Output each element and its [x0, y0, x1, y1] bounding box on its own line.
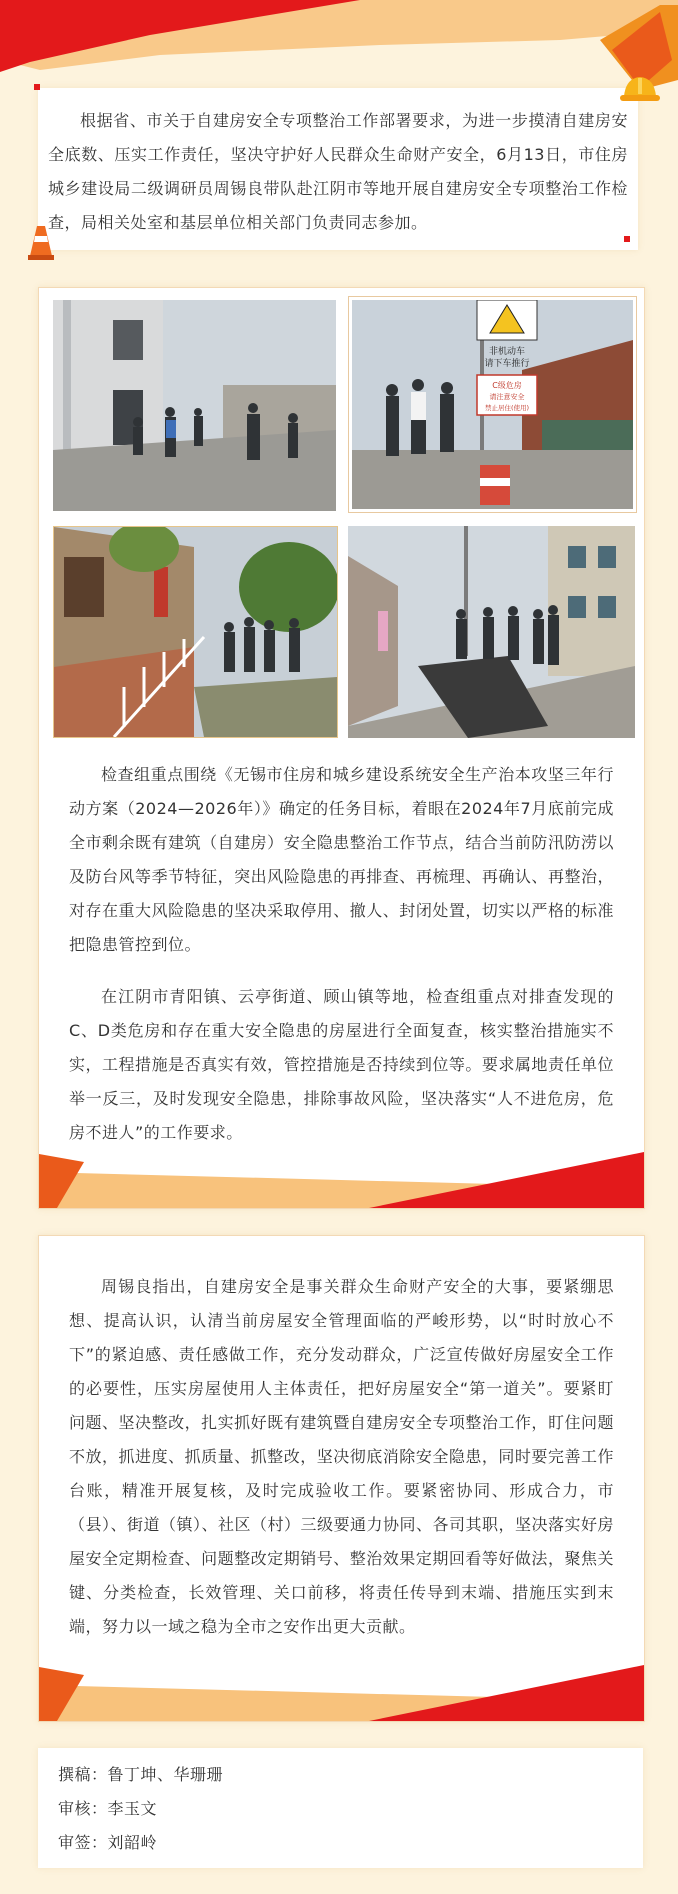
speech-paragraph: 周锡良指出，自建房安全是事关群众生命财产安全的大事，要紧绷思想、提高认识，认清当前房屋安全管理面临的严峻形势，以“时时放心不下”的紧迫感、责任感做工作，充分发动群众，广泛宣传做好房屋安全工作的必要性，压实房屋使用人主体责任，把好房屋安全“第一道关”。要紧盯问题、坚决整改，扎实抓好既有建筑暨自建房安全专项整治工作，盯住问题不放，抓进度、抓质量、抓整改，坚决彻底消除安全隐患，同时要完善工作台账，精准开展复核，及时完成验收工作。要紧密协同、形成合力，市（县）、街道（镇）、社区（村）三级要通力协同、各司其职，坚决落实好房屋安全定期检查、问题整改定期销号、整治效果定期回看等好做法，聚焦关键、分类检查，长效管理、关口前移，将责任传导到末端、措施压实到末端，努力以一域之稳为全市之安作出更大贡献。 — [69, 1277, 615, 1636]
credit-reviewer: 审核：李玉文 — [58, 1799, 158, 1818]
credit-writer: 撰稿：鲁丁坤、华珊珊 — [58, 1765, 224, 1784]
sign-danger-text: C级危房 — [492, 381, 522, 390]
intro-paragraph: 根据省、市关于自建房安全专项整治工作部署要求，为进一步摸清自建房安全底数、压实工作责任，坚决守护好人民群众生命财产安全，6月13日，市住房城乡建设局二级调研员周锡良带队赴江阴市等地开展自建房安全专项整治工作检查，局相关处室和基层单位相关部门负责同志参加。 — [48, 111, 628, 232]
body-paragraph-2: 在江阴市青阳镇、云亭街道、顾山镇等地，检查组重点对排查发现的C、D类危房和存在重大安全隐患的房屋进行全面复查，核实整治措施实不实，工程措施是否真实有效，管控措施是否持续到位等。要求属地责任单位举一反三，及时发现安全隐患，排除事故风险，坚决落实“人不进危房，危房不进人”的工作要求。 — [69, 987, 614, 1142]
corner-dot — [624, 236, 630, 242]
header-ribbon-decoration — [0, 0, 678, 95]
corner-dot — [34, 84, 40, 90]
credit-approver: 审签：刘韶岭 — [58, 1833, 158, 1852]
traffic-cone-icon — [28, 224, 54, 260]
photo-warning-sign — [348, 296, 637, 513]
intro-card — [38, 88, 638, 250]
credits-card — [38, 1748, 643, 1868]
inspection-card — [38, 287, 645, 1209]
sign-danger-text-2: 请注意安全 — [489, 393, 525, 401]
speech-card — [38, 1235, 645, 1722]
card-bottom-ribbon — [39, 1665, 644, 1721]
sign-non-motor-text: 非机动车 — [488, 347, 526, 357]
photo-alley-inspection — [348, 526, 635, 738]
hard-hat-icon — [620, 74, 660, 104]
card-bottom-ribbon — [39, 1152, 644, 1208]
sign-non-motor-text-2: 请下车推行 — [484, 359, 530, 369]
photo-old-houses — [53, 526, 338, 738]
body-paragraph-1: 检查组重点围绕《无锡市住房和城乡建设系统安全生产治本攻坚三年行动方案（2024—2026年）》确定的任务目标，着眼在2024年7月底前完成全市剩余既有建筑（自建房）安全隐患整治工作节点，结合当前防汛防涝以及防台风等季节特征，突出风险隐患的再排查、再梳理、再确认、再整治，对存在重大风险隐患的坚决采取停用、撤人、封闭处置，切实以严格的标准把隐患管控到位。 — [69, 765, 614, 954]
inspection-text — [69, 758, 614, 1150]
sign-danger-text-3: 禁止居住(使用) — [484, 404, 530, 412]
photo-inspection-street — [53, 300, 336, 511]
